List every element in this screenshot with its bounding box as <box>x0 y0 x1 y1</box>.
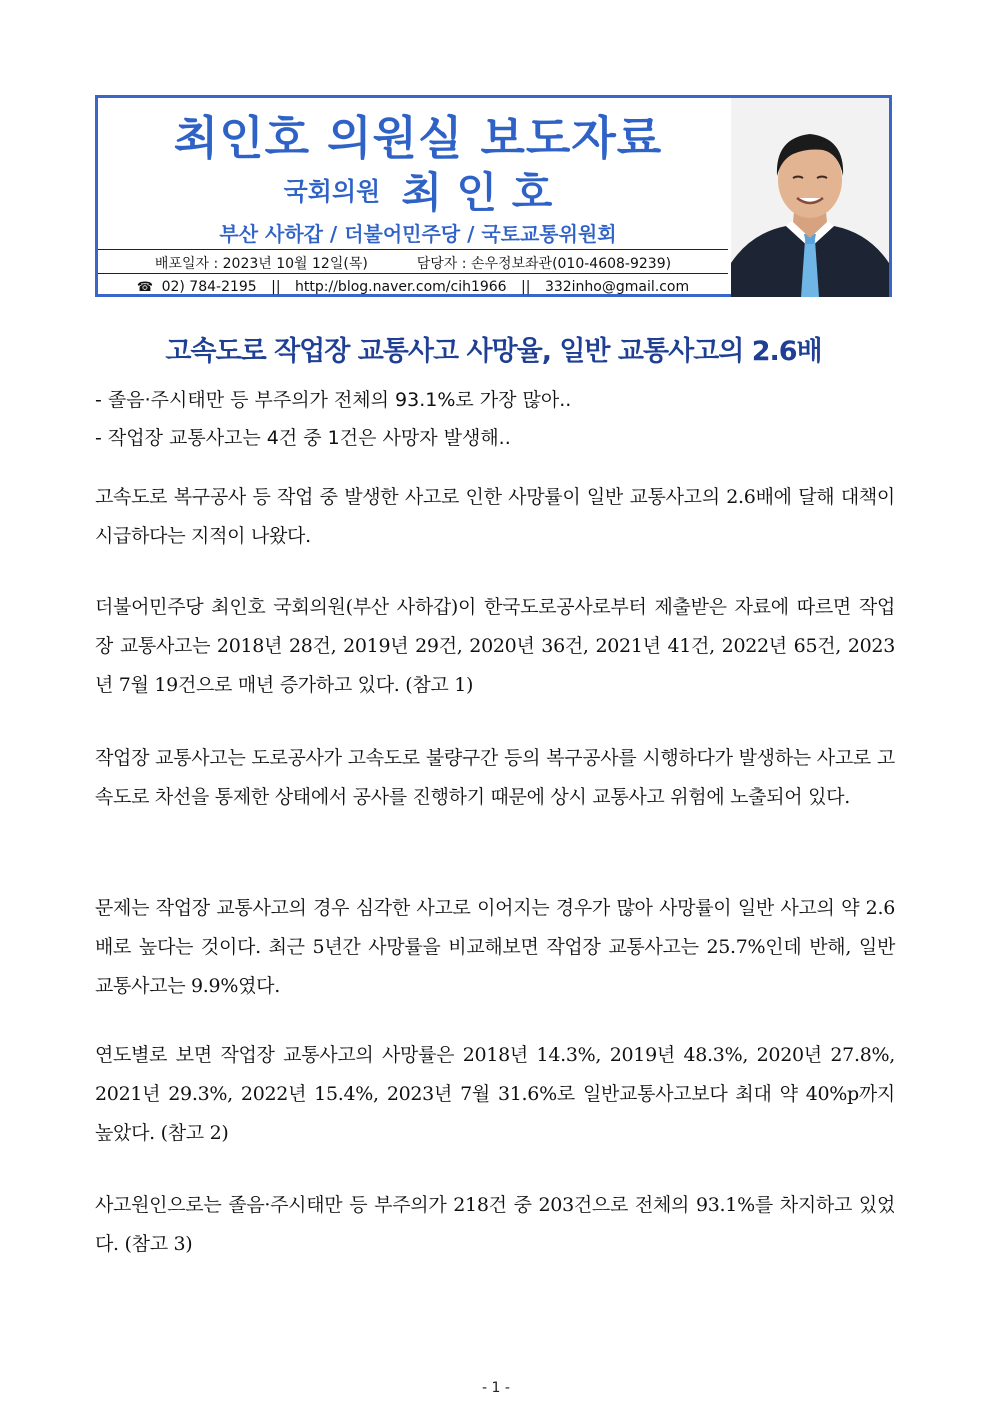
body-paragraph: 문제는 작업장 교통사고의 경우 심각한 사고로 이어지는 경우가 많아 사망률이 일반 사고의 약 2.6배로 높다는 것이다. 최근 5년간 사망률을 비교해보면 작업장 교통사고는 25.7%인데 반해, 일반 교통사고는 9.9%였다. <box>95 897 895 997</box>
divider <box>98 273 728 274</box>
blog-link[interactable]: http://blog.naver.com/cih1966 <box>295 279 507 295</box>
region-party-committee: 부산 사하갑 / 더불어민주당 / 국토교통위원회 <box>219 222 617 246</box>
member-prefix: 국회의원 <box>283 177 381 206</box>
member-line <box>98 160 738 220</box>
article-headline: 고속도로 작업장 교통사고 사망율, 일반 교통사고의 2.6배 <box>165 336 822 367</box>
subheading: - 졸음·주시태만 등 부주의가 전체의 93.1%로 가장 많아.. <box>95 389 572 411</box>
phone-number: 02) 784-2195 <box>161 279 257 295</box>
body-paragraph: 고속도로 복구공사 등 작업 중 발생한 사고로 인한 사망률이 일반 교통사고의 2.6배에 달해 대책이 시급하다는 지적이 나왔다. <box>95 486 895 547</box>
divider <box>98 249 728 250</box>
release-info-row <box>98 253 728 273</box>
body-paragraph: 연도별로 보면 작업장 교통사고의 사망률은 2018년 14.3%, 2019년 48.3%, 2020년 27.8%, 2021년 29.3%, 2022년 15.4%, 2023년 7월 31.6%로 일반교통사고보다 최대 약 40%p까지 높았다. (참고 2) <box>95 1044 895 1144</box>
member-name: 최 인 호 <box>401 168 553 217</box>
release-date: 배포일자 : 2023년 10월 12일(목) <box>154 256 368 272</box>
phone-icon: ☎ <box>136 280 154 295</box>
email-link[interactable]: 332inho@gmail.com <box>544 279 690 295</box>
body-paragraph: 사고원인으로는 졸음·주시태만 등 부주의가 218건 중 203건으로 전체의 93.1%를 차지하고 있었다. (참고 3) <box>95 1194 895 1255</box>
contact-row <box>98 279 728 295</box>
separator: || <box>521 279 531 295</box>
press-release-title: 최인호 의원실 보도자료 <box>173 111 663 165</box>
body-paragraph: 더불어민주당 최인호 국회의원(부산 사하갑)이 한국도로공사로부터 제출받은 자료에 따르면 작업장 교통사고는 2018년 28건, 2019년 29건, 2020년 36건, 2021년 41건, 2022년 65건, 2023년 7월 19건으로 매년 증가하고 있다. (참고 1) <box>95 596 895 696</box>
press-release-header <box>95 95 892 297</box>
separator: || <box>271 279 281 295</box>
body-paragraph: 작업장 교통사고는 도로공사가 고속도로 불량구간 등의 복구공사를 시행하다가 발생하는 사고로 고속도로 차선을 통제한 상태에서 공사를 진행하기 때문에 상시 교통사고 위험에 노출되어 있다. <box>95 747 895 808</box>
member-portrait-image <box>731 98 889 297</box>
subheading: - 작업장 교통사고는 4건 중 1건은 사망자 발생해.. <box>95 427 511 449</box>
contact-person: 담당자 : 손우정보좌관(010-4608-9239) <box>416 256 672 272</box>
page-number: - 1 - <box>482 1380 510 1396</box>
